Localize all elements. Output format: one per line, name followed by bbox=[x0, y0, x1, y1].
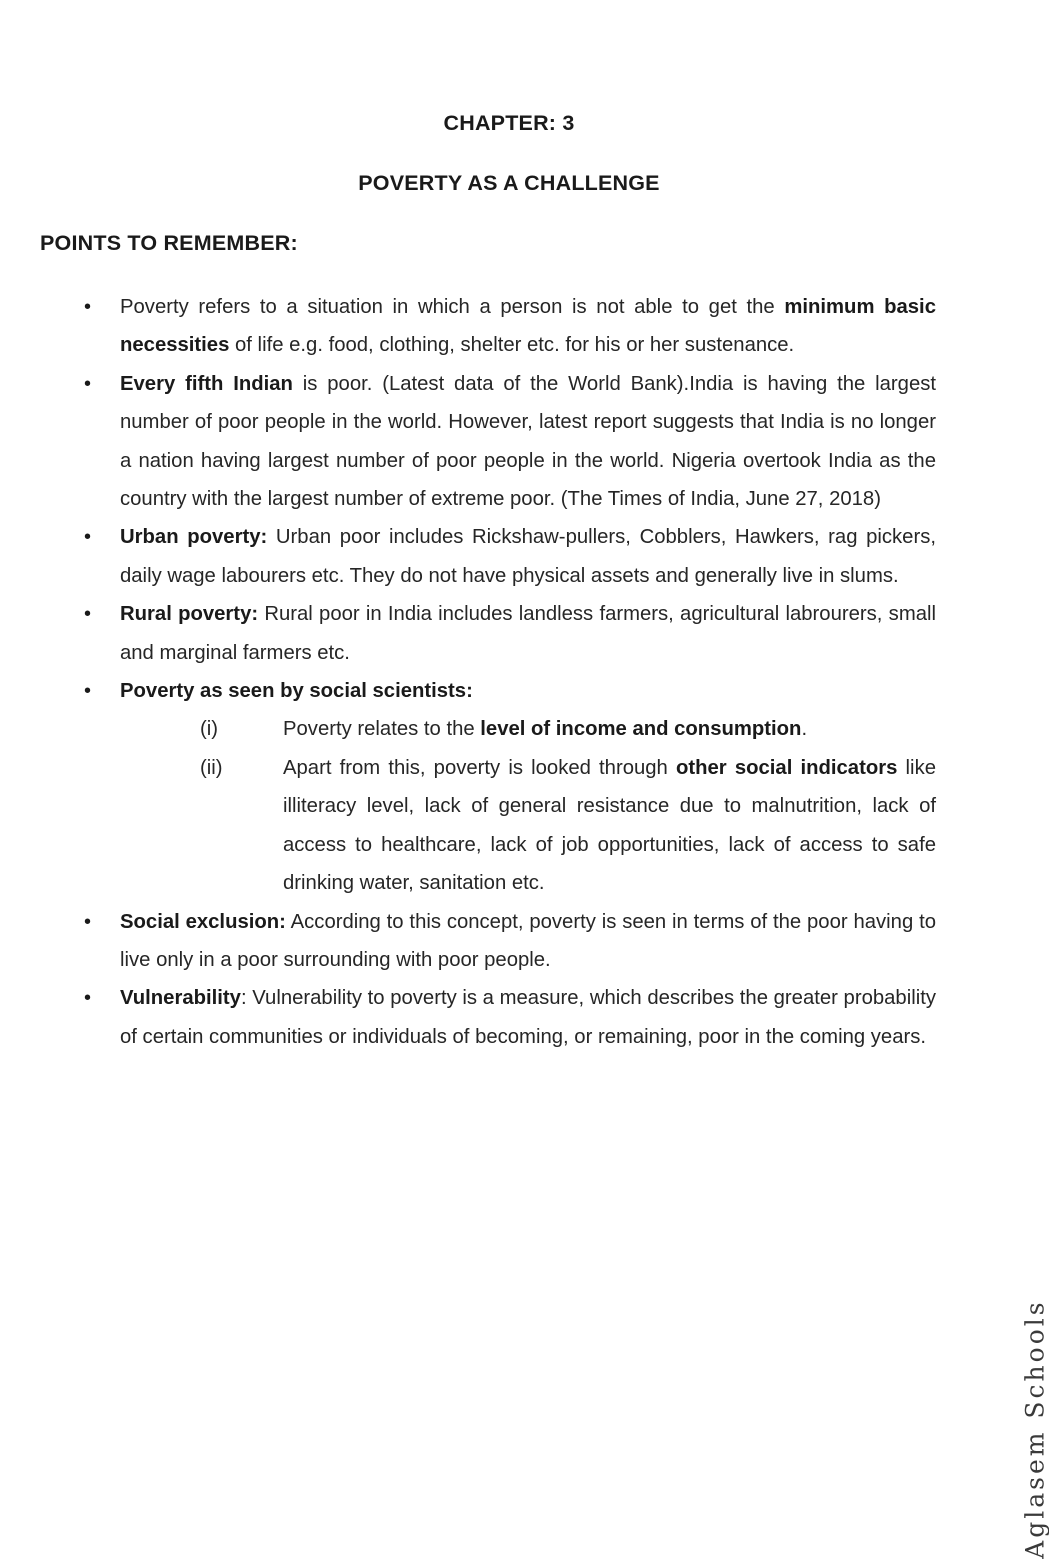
bullet-text bbox=[120, 288, 936, 365]
body-text: Rural poor in India includes landless farmers, agricultural labrourers, small and marginal farmers etc. bbox=[120, 603, 937, 664]
body-text: : Vulnerability to poverty is a measure, which describes the greater probability of certain communities or individuals of becoming, or remaining, poor in the coming years. bbox=[120, 987, 936, 1048]
roman-text bbox=[283, 718, 807, 740]
subject-title: POVERTY AS A CHALLENGE bbox=[358, 171, 660, 195]
emphasis-text: Every fifth Indian bbox=[120, 372, 293, 395]
roman-text bbox=[283, 757, 936, 894]
bullet-dot-icon: • bbox=[84, 680, 92, 703]
bullet-text bbox=[120, 518, 936, 595]
emphasis-text: Social exclusion: bbox=[120, 910, 286, 933]
bullet-dot-icon: • bbox=[84, 987, 92, 1010]
bullet-item-poverty-definition bbox=[78, 288, 936, 365]
bullet-item-urban-poverty bbox=[78, 518, 936, 595]
bullet-item-vulnerability bbox=[78, 979, 936, 1056]
bullet-dot-icon: • bbox=[84, 910, 92, 933]
roman-label: (i) bbox=[200, 718, 219, 741]
roman-item-sub-item-i bbox=[78, 710, 936, 748]
body-text: According to this concept, poverty is seen in terms of the poor having to live only in a poor surrounding with poor people. bbox=[120, 910, 936, 971]
emphasis-text: Poverty as seen by social scientists: bbox=[120, 680, 473, 703]
body-text: Poverty relates to the bbox=[283, 718, 481, 741]
body-text: like illiteracy level, lack of general resistance due to malnutrition, lack of access to healthcare, lack of job opportunities, lack of access to safe drinking water, sanitation etc. bbox=[283, 756, 936, 895]
points-to-remember-heading: POINTS TO REMEMBER: bbox=[40, 231, 298, 255]
emphasis-text: minimum basic necessities bbox=[120, 296, 936, 357]
bullet-dot-icon: • bbox=[84, 526, 92, 549]
roman-label: (ii) bbox=[200, 756, 223, 779]
bullet-text bbox=[120, 903, 936, 980]
bullet-item-every-fifth-indian bbox=[78, 365, 936, 519]
points-bullet-list bbox=[78, 288, 936, 1056]
emphasis-text: level of income and consumption bbox=[480, 718, 802, 741]
watermark-aglasem-schools: Aglasem Schools bbox=[1020, 1299, 1049, 1559]
emphasis-text: Urban poverty: bbox=[120, 526, 268, 549]
roman-sub-list bbox=[78, 710, 936, 902]
bullet-text bbox=[120, 365, 936, 519]
body-text: . bbox=[801, 718, 808, 741]
emphasis-text: Rural poverty: bbox=[120, 603, 259, 626]
bullet-item-rural-poverty bbox=[78, 595, 936, 672]
body-text: Urban poor includes Rickshaw-pullers, Cobblers, Hawkers, rag pickers, daily wage labourers etc. They do not have physical assets and generally live in slums. bbox=[120, 526, 936, 587]
chapter-title: CHAPTER: 3 bbox=[443, 111, 575, 135]
bullet-dot-icon: • bbox=[84, 296, 92, 318]
roman-item-sub-item-ii bbox=[78, 749, 936, 903]
body-text: of life e.g. food, clothing, shelter etc. for his or her sustenance. bbox=[229, 334, 795, 357]
bullet-item-social-exclusion bbox=[78, 903, 936, 980]
body-text: is poor. (Latest data of the World Bank).India is having the largest number of poor people in the world. However, latest report suggests that India is no longer a nation having largest number of poor people in the world. Nigeria overtook India as the country with the largest number of extreme poor. (The Times of India, June 27, 2018) bbox=[120, 372, 936, 511]
emphasis-text: Vulnerability bbox=[120, 987, 241, 1010]
emphasis-text: other social indicators bbox=[675, 756, 898, 779]
bullet-text bbox=[120, 979, 936, 1056]
body-text: Apart from this, poverty is looked through bbox=[283, 756, 676, 779]
bullet-dot-icon: • bbox=[84, 372, 92, 395]
bullet-text bbox=[120, 672, 936, 710]
bullet-item-poverty-social-scientists bbox=[78, 672, 936, 710]
bullet-dot-icon: • bbox=[84, 603, 92, 626]
bullet-text bbox=[120, 595, 936, 672]
body-text: Poverty refers to a situation in which a person is not able to get the bbox=[120, 296, 785, 318]
